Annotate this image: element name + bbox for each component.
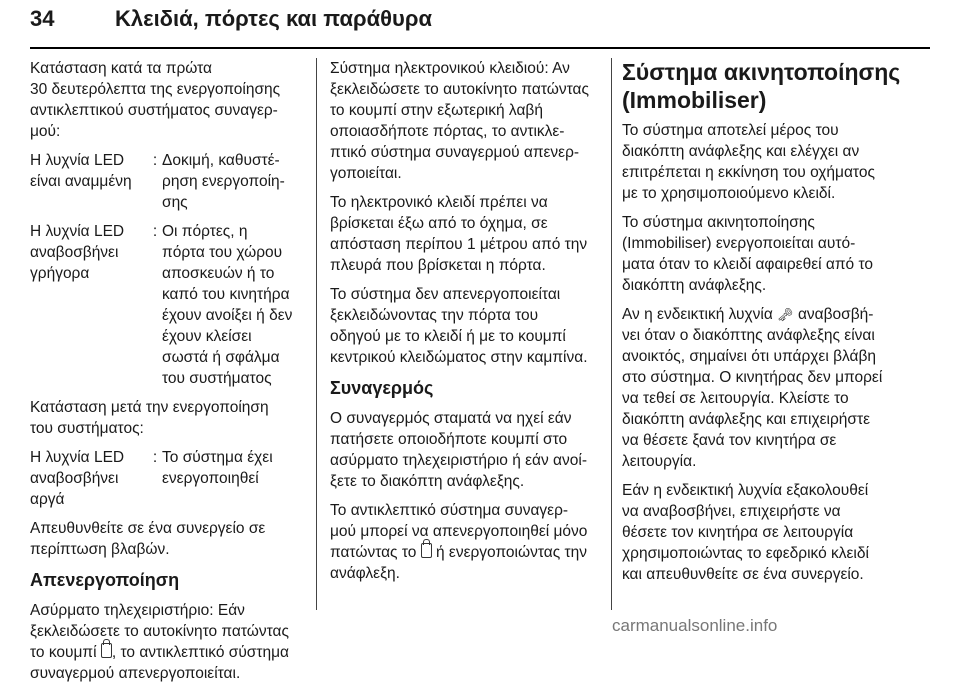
status-intro: Κατάσταση κατά τα πρώτα 30 δευτερόλεπτα της ενεργοποίησης αντικλεπτικού συστήματος συναγερ- μού: (30, 60, 281, 140)
header-rule (30, 47, 930, 49)
page-number: 34 (30, 6, 55, 31)
immobiliser-heading: Σύστημα ακινητοποίησης (Immobiliser) (622, 59, 901, 113)
deactivation-text: Ασύρματο τηλεχειριστήριο: Εάν ξεκλειδώσετε το αυτοκίνητο πατώντας το κουμπί , το αντικλεπτικό σύστημα συναγερμού απενεργοποιείται. (30, 602, 289, 682)
status-row-led-slow (30, 447, 306, 510)
immobiliser-para-2: Το σύστημα ακινητοποίησης (Immobiliser) ενεργοποιείται αυτό- ματα όταν το κλειδί αφαιρεθεί από το διακόπτη ανάφλεξης. (622, 214, 873, 294)
status-colon: : (152, 223, 158, 240)
column-3 (622, 58, 912, 593)
deactivation-heading: Απενεργοποίηση (30, 570, 180, 590)
car-key-icon: 🗝 (777, 307, 794, 322)
alarm-deactivate-para: Το αντικλεπτικό σύστημα συναγερ- μού μπορεί να απενεργοποιηθεί μόνο πατώντας το ή ενεργοποιώντας την ανάφλεξη. (330, 502, 588, 582)
key-distance-para: Το ηλεκτρονικό κλειδί πρέπει να βρίσκεται έξω από το όχημα, σε απόσταση περίπου 1 μέτρου από την πλευρά που βρίσκεται η πόρτα. (330, 194, 588, 274)
status-row-led-on (30, 150, 306, 213)
no-deactivation-para: Το σύστημα δεν απενεργοποιείται ξεκλειδώνοντας την πόρτα του οδηγού με το κλειδί ή με το κουμπί κεντρικού κλειδώματος στην καμπίνα. (330, 286, 588, 366)
status-key: Η λυχνία LED αναβοσβήνει γρήγορα (30, 223, 125, 282)
status-after-intro: Κατάσταση μετά την ενεργοποίηση του συστήματος: (30, 399, 269, 437)
status-colon: : (152, 449, 158, 466)
immobiliser-para-1: Το σύστημα αποτελεί μέρος του διακόπτη ανάφλεξης και ελέγχει αν επιτρέπεται η εκκίνηση του οχήματος με το χρησιμοποιούμενο κλειδί. (622, 122, 875, 202)
watermark: carmanualsonline.info (612, 616, 778, 635)
alarm-stop-para: Ο συναγερμός σταματά να ηχεί εάν πατήσετε οποιοδήποτε κουμπί στο ασύρματο τηλεχειριστήριο ή εάν ανοί- ξετε το διακόπτη ανάφλεξης. (330, 410, 587, 490)
page-header (30, 4, 935, 52)
column-divider-2 (611, 58, 612, 610)
status-colon: : (152, 152, 158, 169)
immobiliser-para-4: Εάν η ενδεικτική λυχνία εξακολουθεί να αναβοσβήνει, επιχειρήστε να θέσετε τον κινητήρα σε λειτουργία χρησιμοποιώντας το εφεδρικό κλειδί και απευθυνθείτε σε ένα συνεργείο. (622, 482, 869, 583)
status-value: Οι πόρτες, η πόρτα του χώρου αποσκευών ή το καπό του κινητήρα έχουν ανοίξει ή δεν έχουν κλείσει σωστά ή σφάλμα του συστήματος (162, 223, 293, 387)
workshop-note: Απευθυνθείτε σε ένα συνεργείο σε περίπτωση βλαβών. (30, 520, 266, 558)
status-row-led-fast (30, 221, 306, 389)
page-title: Κλειδιά, πόρτες και παράθυρα (115, 6, 432, 31)
status-value: Το σύστημα έχει ενεργοποιηθεί (162, 449, 273, 487)
immobiliser-para-3: Αν η ενδεικτική λυχνία 🗝 αναβοσβή- νει όταν ο διακόπτης ανάφλεξης είναι ανοικτός, σημαίνει ότι υπάρχει βλάβη στο σύστημα. Ο κινητήρας δεν μπορεί να τεθεί σε λειτουργία. Κλείστε το διακόπτη ανάφλεξης και επιχειρήστε να θέσετε ξανά τον κινητήρα σε λειτουργία. (622, 306, 883, 470)
unlock-icon (421, 543, 432, 558)
column-2 (330, 58, 606, 592)
column-divider-1 (316, 58, 317, 610)
electronic-key-para: Σύστημα ηλεκτρονικού κλειδιού: Αν ξεκλειδώσετε το αυτοκίνητο πατώντας το κουμπί στην εξωτερική λαβή οποιασδήποτε πόρτας, το αντικλε- πτικό σύστημα συναγερμού απενερ- γοποιείται. (330, 60, 589, 182)
status-key: Η λυχνία LED είναι αναμμένη (30, 152, 132, 190)
alarm-heading: Συναγερμός (330, 378, 434, 398)
status-key: Η λυχνία LED αναβοσβήνει αργά (30, 449, 125, 508)
status-value: Δοκιμή, καθυστέ- ρηση ενεργοποίη- σης (162, 152, 285, 211)
unlock-icon (101, 643, 112, 658)
column-1 (30, 58, 306, 692)
